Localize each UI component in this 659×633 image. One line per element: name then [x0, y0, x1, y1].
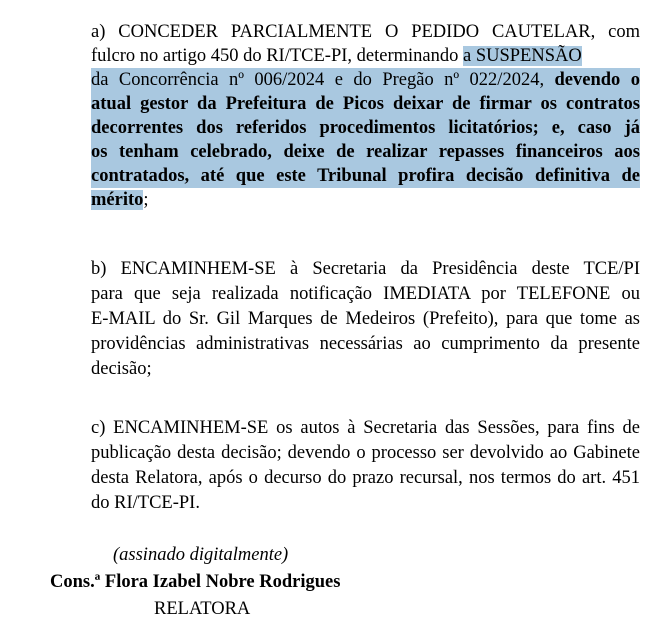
highlighted-bold-text: mérito: [91, 190, 144, 210]
signatory-name: Cons.ª Flora Izabel Nobre Rodrigues: [50, 572, 341, 592]
paragraph-a-line-3: [91, 68, 640, 92]
paragraph-c-line-1: c) ENCAMINHEM-SE os autos à Secretaria das Sessões, para fins de: [91, 418, 640, 438]
signatory-role: RELATORA: [154, 599, 251, 619]
highlighted-text: da Concorrência nº 006/2024 e do Pregão nº 022/2024,: [91, 70, 555, 90]
paragraph-c-line-3: desta Relatora, após o decurso do prazo recursal, nos termos do art. 451: [91, 468, 640, 488]
highlighted-bold-text: devendo o: [554, 70, 640, 90]
paragraph-a-line-7: [91, 164, 640, 188]
highlighted-bold-text: os tenham celebrado, deixe de realizar repasses financeiros aos: [91, 142, 640, 162]
paragraph-a-line-6: [91, 140, 640, 164]
paragraph-b-line-2: para que seja realizada notificação IMEDIATA por TELEFONE ou: [91, 284, 640, 304]
highlighted-bold-text: contratados, até que este Tribunal profira decisão definitiva de: [91, 166, 640, 186]
signature-note: (assinado digitalmente): [113, 545, 289, 565]
highlighted-text: a SUSPENSÃO: [462, 46, 582, 66]
paragraph-c-line-4: do RI/TCE-PI.: [91, 493, 200, 513]
paragraph-b-line-1: b) ENCAMINHEM-SE à Secretaria da Presidência deste TCE/PI: [91, 259, 640, 279]
paragraph-a-text: fulcro no artigo 450 do RI/TCE-PI, determinando: [91, 46, 463, 66]
paragraph-a-line-5: [91, 116, 640, 140]
paragraph-a-line-8: [91, 188, 640, 212]
paragraph-a-line-1: [91, 20, 640, 44]
paragraph-b-line-5: decisão;: [91, 359, 152, 379]
highlighted-bold-text: atual gestor da Prefeitura de Picos deixar de firmar os contratos: [91, 94, 640, 114]
highlighted-bold-text: decorrentes dos referidos procedimentos licitatórios; e, caso já: [91, 118, 640, 138]
paragraph-a-line-4: [91, 92, 640, 116]
paragraph-b-line-4: providências administrativas necessárias ao cumprimento da presente: [91, 334, 640, 354]
paragraph-c-line-2: publicação desta decisão; devendo o processo ser devolvido ao Gabinete: [91, 443, 640, 463]
paragraph-a-text: ;: [143, 190, 149, 210]
paragraph-b-line-3: E-MAIL do Sr. Gil Marques de Medeiros (Prefeito), para que tome as: [91, 309, 640, 329]
paragraph-a-text: a) CONCEDER PARCIALMENTE O PEDIDO CAUTELAR, com: [91, 22, 640, 42]
paragraph-a-line-2: [91, 44, 640, 68]
